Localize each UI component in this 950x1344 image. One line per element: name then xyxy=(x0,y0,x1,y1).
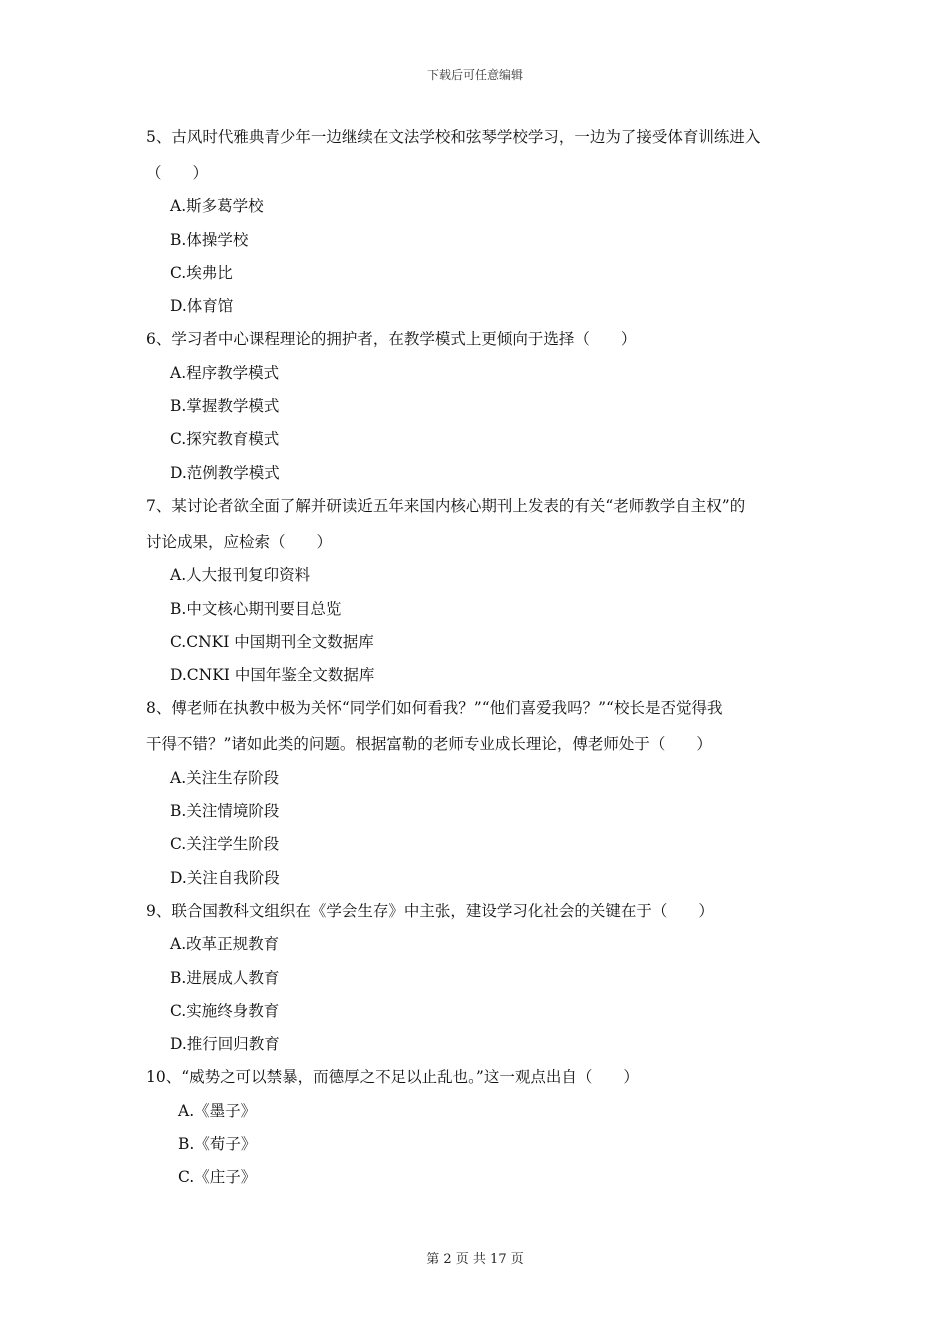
option-b: B.掌握教学模式 xyxy=(170,397,280,416)
option-c: C.埃弗比 xyxy=(170,263,233,282)
question-list xyxy=(146,124,816,1198)
question-stem: 10、“威势之可以禁暴，而德厚之不足以止乱也。”这一观点出自（ ） xyxy=(146,1068,639,1087)
option-b: B.进展成人教育 xyxy=(170,968,280,987)
option-b: B.体操学校 xyxy=(170,230,249,249)
option-d: D.范例教学模式 xyxy=(170,463,280,482)
question-10 xyxy=(146,1064,816,1197)
page-header: 下载后可任意编辑 xyxy=(426,68,523,82)
page-footer: 第 2 页 共 17 页 xyxy=(426,1252,524,1267)
option-d: D.体育馆 xyxy=(170,297,234,316)
option-a: A.改革正规教育 xyxy=(170,935,280,954)
question-8 xyxy=(146,695,816,897)
question-stem-continued: 干得不错？”诸如此类的问题。根据富勒的老师专业成长理论，傅老师处于（ ） xyxy=(146,735,712,754)
option-a: A.斯多葛学校 xyxy=(170,197,264,216)
question-stem: 5、古风时代雅典青少年一边继续在文法学校和弦琴学校学习，一边为了接受体育训练进入 xyxy=(146,128,761,146)
question-5 xyxy=(146,124,816,326)
question-stem-continued: （ ） xyxy=(146,164,209,182)
option-a: A.关注生存阶段 xyxy=(170,768,280,787)
question-stem: 7、某讨论者欲全面了解并研读近五年来国内核心期刊上发表的有关“老师教学自主权”的 xyxy=(146,496,746,515)
option-c: C.探究教育模式 xyxy=(170,430,280,449)
option-c: C.《庄子》 xyxy=(178,1168,257,1187)
option-c: C.关注学生阶段 xyxy=(170,835,280,854)
option-a: A.人大报刊复印资料 xyxy=(170,566,311,585)
option-a: A.《墨子》 xyxy=(178,1101,257,1120)
option-d: D.CNKI 中国年鉴全文数据库 xyxy=(170,666,375,685)
question-6 xyxy=(146,326,816,492)
question-stem: 9、联合国教科文组织在《学会生存》中主张，建设学习化社会的关键在于（ ） xyxy=(146,901,714,920)
question-7 xyxy=(146,493,816,695)
option-a: A.程序教学模式 xyxy=(170,363,280,382)
option-c: C.CNKI 中国期刊全文数据库 xyxy=(170,632,374,651)
question-stem: 6、学习者中心课程理论的拥护者，在教学模式上更倾向于选择（ ） xyxy=(146,330,637,349)
question-stem: 8、傅老师在执教中极为关怀“同学们如何看我？”“他们喜爱我吗？”“校长是否觉得我 xyxy=(146,699,723,718)
question-stem-continued: 讨论成果，应检索（ ） xyxy=(146,532,333,551)
question-9 xyxy=(146,898,816,1064)
option-b: B.中文核心期刊要目总览 xyxy=(170,599,342,618)
option-d: D.关注自我阶段 xyxy=(170,868,280,887)
option-b: B.《荀子》 xyxy=(178,1135,257,1154)
option-c: C.实施终身教育 xyxy=(170,1001,280,1020)
option-d: D.推行回归教育 xyxy=(170,1035,280,1054)
option-b: B.关注情境阶段 xyxy=(170,802,280,821)
